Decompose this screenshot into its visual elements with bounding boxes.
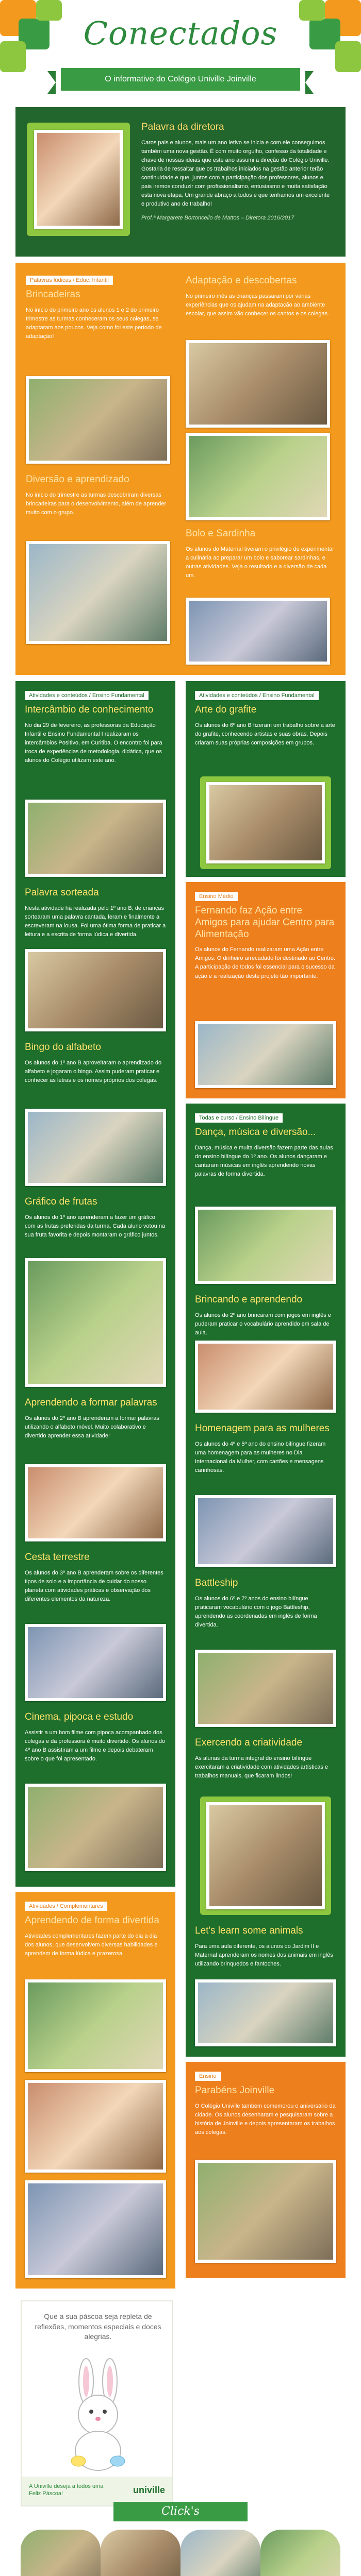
subtitle-ribbon: O informativo do Colégio Univille Joinville — [61, 68, 300, 91]
section-heading: Palavra sorteada — [25, 887, 99, 898]
section-heading: Homenagem para as mulheres — [195, 1423, 330, 1434]
director-body: Caros pais e alunos, mais um ano letivo se inicia e com ele conseguimos também uma nova gestão. É com muito orgulho, confesso da totalidade e chave de nossas ideias que este ano assumi a direção do Colégio Univille. Gostaria de ressaltar que os trabalhos iniciados na gestão anterior terão continuidade e que, juntos com a participação dos professores, alunos e pais iremos conduzir com profissionalismo, entusiasmo e muita satisfação esta nova etapa. Um grande abraço a todos e que tenhamos um excelente e produtivo ano de trabalho! — [141, 139, 330, 208]
activity-photo — [25, 949, 166, 1031]
header — [0, 0, 361, 103]
activity-photo — [26, 376, 170, 464]
complementares-section — [15, 1892, 175, 2289]
easter-footer — [22, 2477, 172, 2505]
section-heading: Fernando faz Ação entre Amigos para ajudar Centro para Alimentação — [195, 905, 335, 940]
section-heading: Arte do grafite — [195, 704, 257, 715]
section-heading: Exercendo a criatividade — [195, 1737, 303, 1748]
activity-photo — [195, 1979, 336, 2046]
section-heading: Aprendendo de forma divertida — [25, 1915, 159, 1926]
section-body: Nesta atividade há realizada pelo 1º ano B, de crianças sortearam uma palavra cantada, leram e finalmente a escreveram na lousa. Foi uma ótima forma de praticar a leitura e a escrita de forma lúdica e divertida. — [25, 905, 166, 938]
activity-photo — [195, 1341, 336, 1413]
arte-section — [186, 681, 346, 877]
section-heading: Let's learn some animals — [195, 1925, 303, 1936]
section-body: O Colégio Univille também comemorou o aniversário da cidade. Os alunos desenharam e pesquisaram sobre a história de Joinville e depois apresentaram os trabalhos aos colegas. — [195, 2103, 336, 2136]
easter-card — [21, 2300, 173, 2506]
section-heading: Gráfico de frutas — [25, 1196, 97, 1207]
section-body: Os alunos do 1º ano aprenderam a fazer um gráfico com as frutas preferidas da turma. Cada aluno votou na sua fruta favorita e depois montaram o gráfico juntos. — [25, 1214, 166, 1238]
section-tag: Ensino Médio — [195, 892, 238, 901]
photo-collage — [21, 2530, 340, 2576]
easter-message: Que a sua páscoa seja repleta de reflexões, momentos especiais e doces alegrias. — [35, 2312, 161, 2341]
activity-photo — [26, 541, 170, 644]
section-tag: Atividades e conteúdos / Ensino Fundamental — [25, 691, 149, 700]
section-body: Os alunos do 2º ano brincaram com jogos em inglês e puderam praticar o vocabulário aprendido em sala de aula. — [195, 1312, 331, 1336]
activity-photo — [195, 1495, 336, 1567]
section-body: Atividades complementares fazem parte do dia a dia dos alunos, que desenvolvem diversas habilidades e aprendem de forma lúdica e prazerosa. — [25, 1933, 158, 1957]
section-body: Os alunos do 6º e 7º anos do ensino bilíngue praticaram vocabulário com o jogo Battleship, aprendendo as coordenadas em inglês de forma divertida. — [195, 1595, 317, 1628]
section-body: Os alunos do 2º ano B aprenderam a formar palavras utilizando o alfabeto móvel. Muito colaborativo e divertido aprender essa atividade! — [25, 1415, 159, 1439]
section-body: No primeiro mês as crianças passaram por várias experiências que os ajudam na adaptação ao ambiente escolar, que assim vão conhecer os cantos e os colegas. — [186, 293, 330, 317]
activity-photo — [195, 2160, 336, 2263]
easter-signoff: A Univille deseja a todos uma Feliz Páscoa! — [29, 2483, 104, 2497]
activity-photo — [25, 1624, 166, 1701]
section-body: Os alunos do Fernando realizaram uma Ação entre Amigos. O dinheiro arrecadado foi destinado ao Centro. A participação de todos foi essencial para o sucesso da ação e a realização deste projeto tão importante. — [195, 946, 336, 979]
activity-photo — [195, 1207, 336, 1284]
section-heading: Brincadeiras — [26, 289, 80, 300]
activity-photo — [25, 1258, 166, 1387]
section-body: Os alunos do Maternal tiveram o privilégio de experimentar a culinária ao preparar um bolo e saborear sardinhas, e outras atividades. Veja o resultado e a diversão de cada um. — [186, 546, 334, 579]
section-heading: Adaptação e descobertas — [186, 275, 297, 286]
collage-photo — [21, 2530, 101, 2576]
activity-photo — [25, 800, 166, 877]
section-heading: Cinema, pipoca e estudo — [25, 1711, 134, 1722]
activity-photo — [186, 433, 330, 520]
section-heading: Dança, música e diversão... — [195, 1127, 316, 1138]
section-body: As alunas da turma integral do ensino bilíngue exercitaram a criatividade com atividades artísticas e trabalhos manuais, que ficaram lindos! — [195, 1755, 328, 1779]
univille-logo: univille — [133, 2485, 165, 2495]
section-tag: Atividades / Complementares — [25, 1902, 107, 1911]
section-body: No início do primeiro ano os alunos 1 e 2 do primeiro trimestre as turmas conheceram os seus colegas, se adaptaram aos poucos. Veja como foi este período de adaptação! — [26, 307, 162, 340]
section-heading: Bolo e Sardinha — [186, 528, 256, 539]
section-body: Os alunos do 3º ano B aprenderam sobre os diferentes tipos de solo e a importância de cuidar do nosso planeta com atividades práticas e observação dos diferentes elementos da natureza. — [25, 1569, 163, 1602]
activity-photo — [25, 1464, 166, 1541]
activity-photo — [195, 1021, 336, 1088]
section-heading: Intercâmbio de conhecimento — [25, 704, 154, 715]
section-heading: Aprendendo a formar palavras — [25, 1397, 157, 1408]
section-heading: Bingo do alfabeto — [25, 1042, 101, 1053]
activity-photo — [25, 2080, 166, 2173]
joinville-section — [186, 2062, 346, 2278]
section-body: Os alunos do 4º e 5º ano do ensino bilíngue fizeram uma homenagem para as mulheres no Dia Internacional da Mulher, com cartões e mensagens carinhosas. — [195, 1440, 326, 1473]
activity-photo — [206, 782, 325, 863]
activity-photo — [25, 1109, 166, 1186]
bilingue-section — [186, 1104, 346, 2057]
section-body: Para uma aula diferente, os alunos do Jardim II e Maternal aprenderam os nomes dos animais em inglês utilizando brinquedos e fantoches. — [195, 1943, 333, 1967]
activity-photo — [25, 1784, 166, 1871]
section-body: Os alunos do 6º ano B fizeram um trabalho sobre a arte do grafite, conhecendo artistas e suas obras. Depois criaram suas próprias composições em grupos. — [195, 722, 335, 746]
director-section — [15, 107, 346, 257]
infantil-section — [15, 263, 346, 675]
bunny-illustration — [58, 2358, 138, 2471]
fundamental-section — [15, 681, 175, 1887]
activity-photo — [195, 1650, 336, 1727]
activity-photo — [186, 340, 330, 428]
activity-photo — [25, 2180, 166, 2278]
section-body: No início do trimestre as turmas descobriram diversas brincadeiras para o desenvolvimento, além de aprender muito com o grupo. — [26, 492, 167, 516]
section-body: Dança, música e muita diversão fazem parte das aulas do ensino bilíngue do 1º ano. Os alunos dançaram e cantaram músicas em inglês aprendendo novas palavras de forma divertida. — [195, 1144, 333, 1177]
activity-photo — [25, 1979, 166, 2072]
director-signature: Prof.ª Margarete Bortoncello de Mattos – Diretora 2016/2017 — [141, 215, 294, 222]
section-heading: Battleship — [195, 1578, 238, 1588]
clicks-banner: Click's — [113, 2502, 248, 2521]
section-body: Os alunos do 1º ano B aproveitaram o aprendizado do alfabeto e jogaram o bingo. Assim puderam praticar e conhecer as letras e os nomes próprios dos colegas. — [25, 1059, 162, 1083]
collage-photo — [180, 2530, 260, 2576]
collage-photo — [101, 2530, 180, 2576]
activity-photo — [186, 598, 330, 665]
section-heading: Brincando e aprendendo — [195, 1294, 303, 1305]
collage-photo — [260, 2530, 340, 2576]
section-tag: Palavras lúdicas / Educ. Infantil — [26, 276, 113, 285]
section-tag: Atividades e conteúdos / Ensino Fundamental — [195, 691, 319, 700]
director-heading: Palavra da diretora — [141, 122, 224, 132]
section-body: No dia 29 de fevereiro, as professoras da Educação Infantil e Ensino Fundamental I realizaram os intercâmbios Positivo, em Curitiba. O encontro foi para troca de experiências de metodologia, didática, que os alunos do Colégio utilizam este ano. — [25, 722, 162, 764]
section-body: Assistir a um bom filme com pipoca acompanhado dos colegas e da professora é muito divertido. Os alunos do 4º ano B assistiram a um filme e depois debateram sobre o que foi apresentado. — [25, 1729, 166, 1762]
activity-photo — [206, 1802, 325, 1909]
ensino-medio-section — [186, 882, 346, 1098]
director-photo — [34, 130, 123, 229]
section-heading: Cesta terrestre — [25, 1552, 90, 1563]
section-heading: Diversão e aprendizado — [26, 474, 129, 485]
section-tag: Todas e curso / Ensino Bilíngue — [195, 1113, 283, 1123]
page-title: Conectados — [83, 14, 278, 52]
section-heading: Parabéns Joinville — [195, 2085, 275, 2096]
section-tag: Ensino — [195, 2072, 221, 2081]
